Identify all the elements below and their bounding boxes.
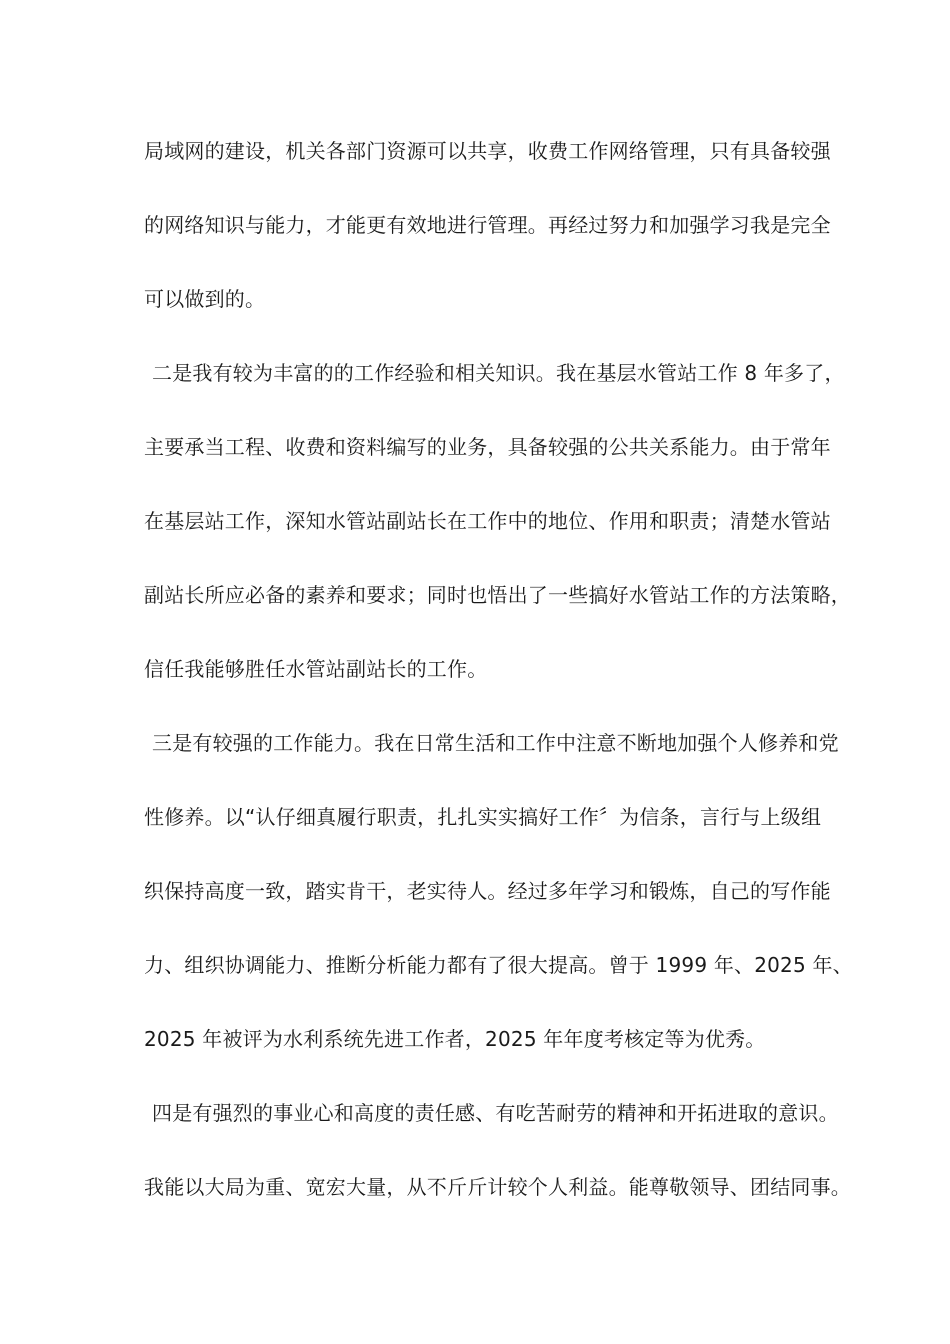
text-line-13: 2025 年被评为水利系统先进工作者，2025 年年度考核定等为优秀。: [144, 1027, 766, 1051]
text-line-8: 信任我能够胜任水管站副站长的工作。: [144, 657, 488, 681]
text-line-5: 主要承当工程、收费和资料编写的业务，具备较强的公共关系能力。由于常年: [144, 435, 831, 459]
text-line-7: 副站长所应必备的素养和要求；同时也悟出了一些搞好水管站工作的方法策略，: [144, 583, 851, 607]
text-line-1: 局域网的建设，机关各部门资源可以共享，收费工作网络管理，只有具备较强: [144, 139, 831, 163]
text-line-10: 性修养。以“认仔细真履行职责，扎扎实实搞好工作〞为信条，言行与上级组: [144, 805, 822, 829]
text-line-9: 三是有较强的工作能力。我在日常生活和工作中注意不断地加强个人修养和党: [152, 731, 839, 755]
text-line-3: 可以做到的。: [144, 287, 266, 311]
text-line-15: 我能以大局为重、宽宏大量，从不斤斤计较个人利益。能尊敬领导、团结同事。: [144, 1175, 851, 1199]
text-line-11: 织保持高度一致，踏实肯干，老实待人。经过多年学习和锻炼，自己的写作能: [144, 879, 831, 903]
text-line-12: 力、组织协调能力、推断分析能力都有了很大提高。曾于 1999 年、2025 年、: [144, 953, 853, 977]
body-text: [144, 127, 853, 1237]
text-line-6: 在基层站工作，深知水管站副站长在工作中的地位、作用和职责；清楚水管站: [144, 509, 831, 533]
text-line-4: 二是我有较为丰富的的工作经验和相关知识。我在基层水管站工作 8 年多了，: [152, 361, 845, 385]
text-line-2: 的网络知识与能力，才能更有效地进行管理。再经过努力和加强学习我是完全: [144, 213, 831, 237]
text-line-14: 四是有强烈的事业心和高度的责任感、有吃苦耐劳的精神和开拓进取的意识。: [152, 1101, 839, 1125]
